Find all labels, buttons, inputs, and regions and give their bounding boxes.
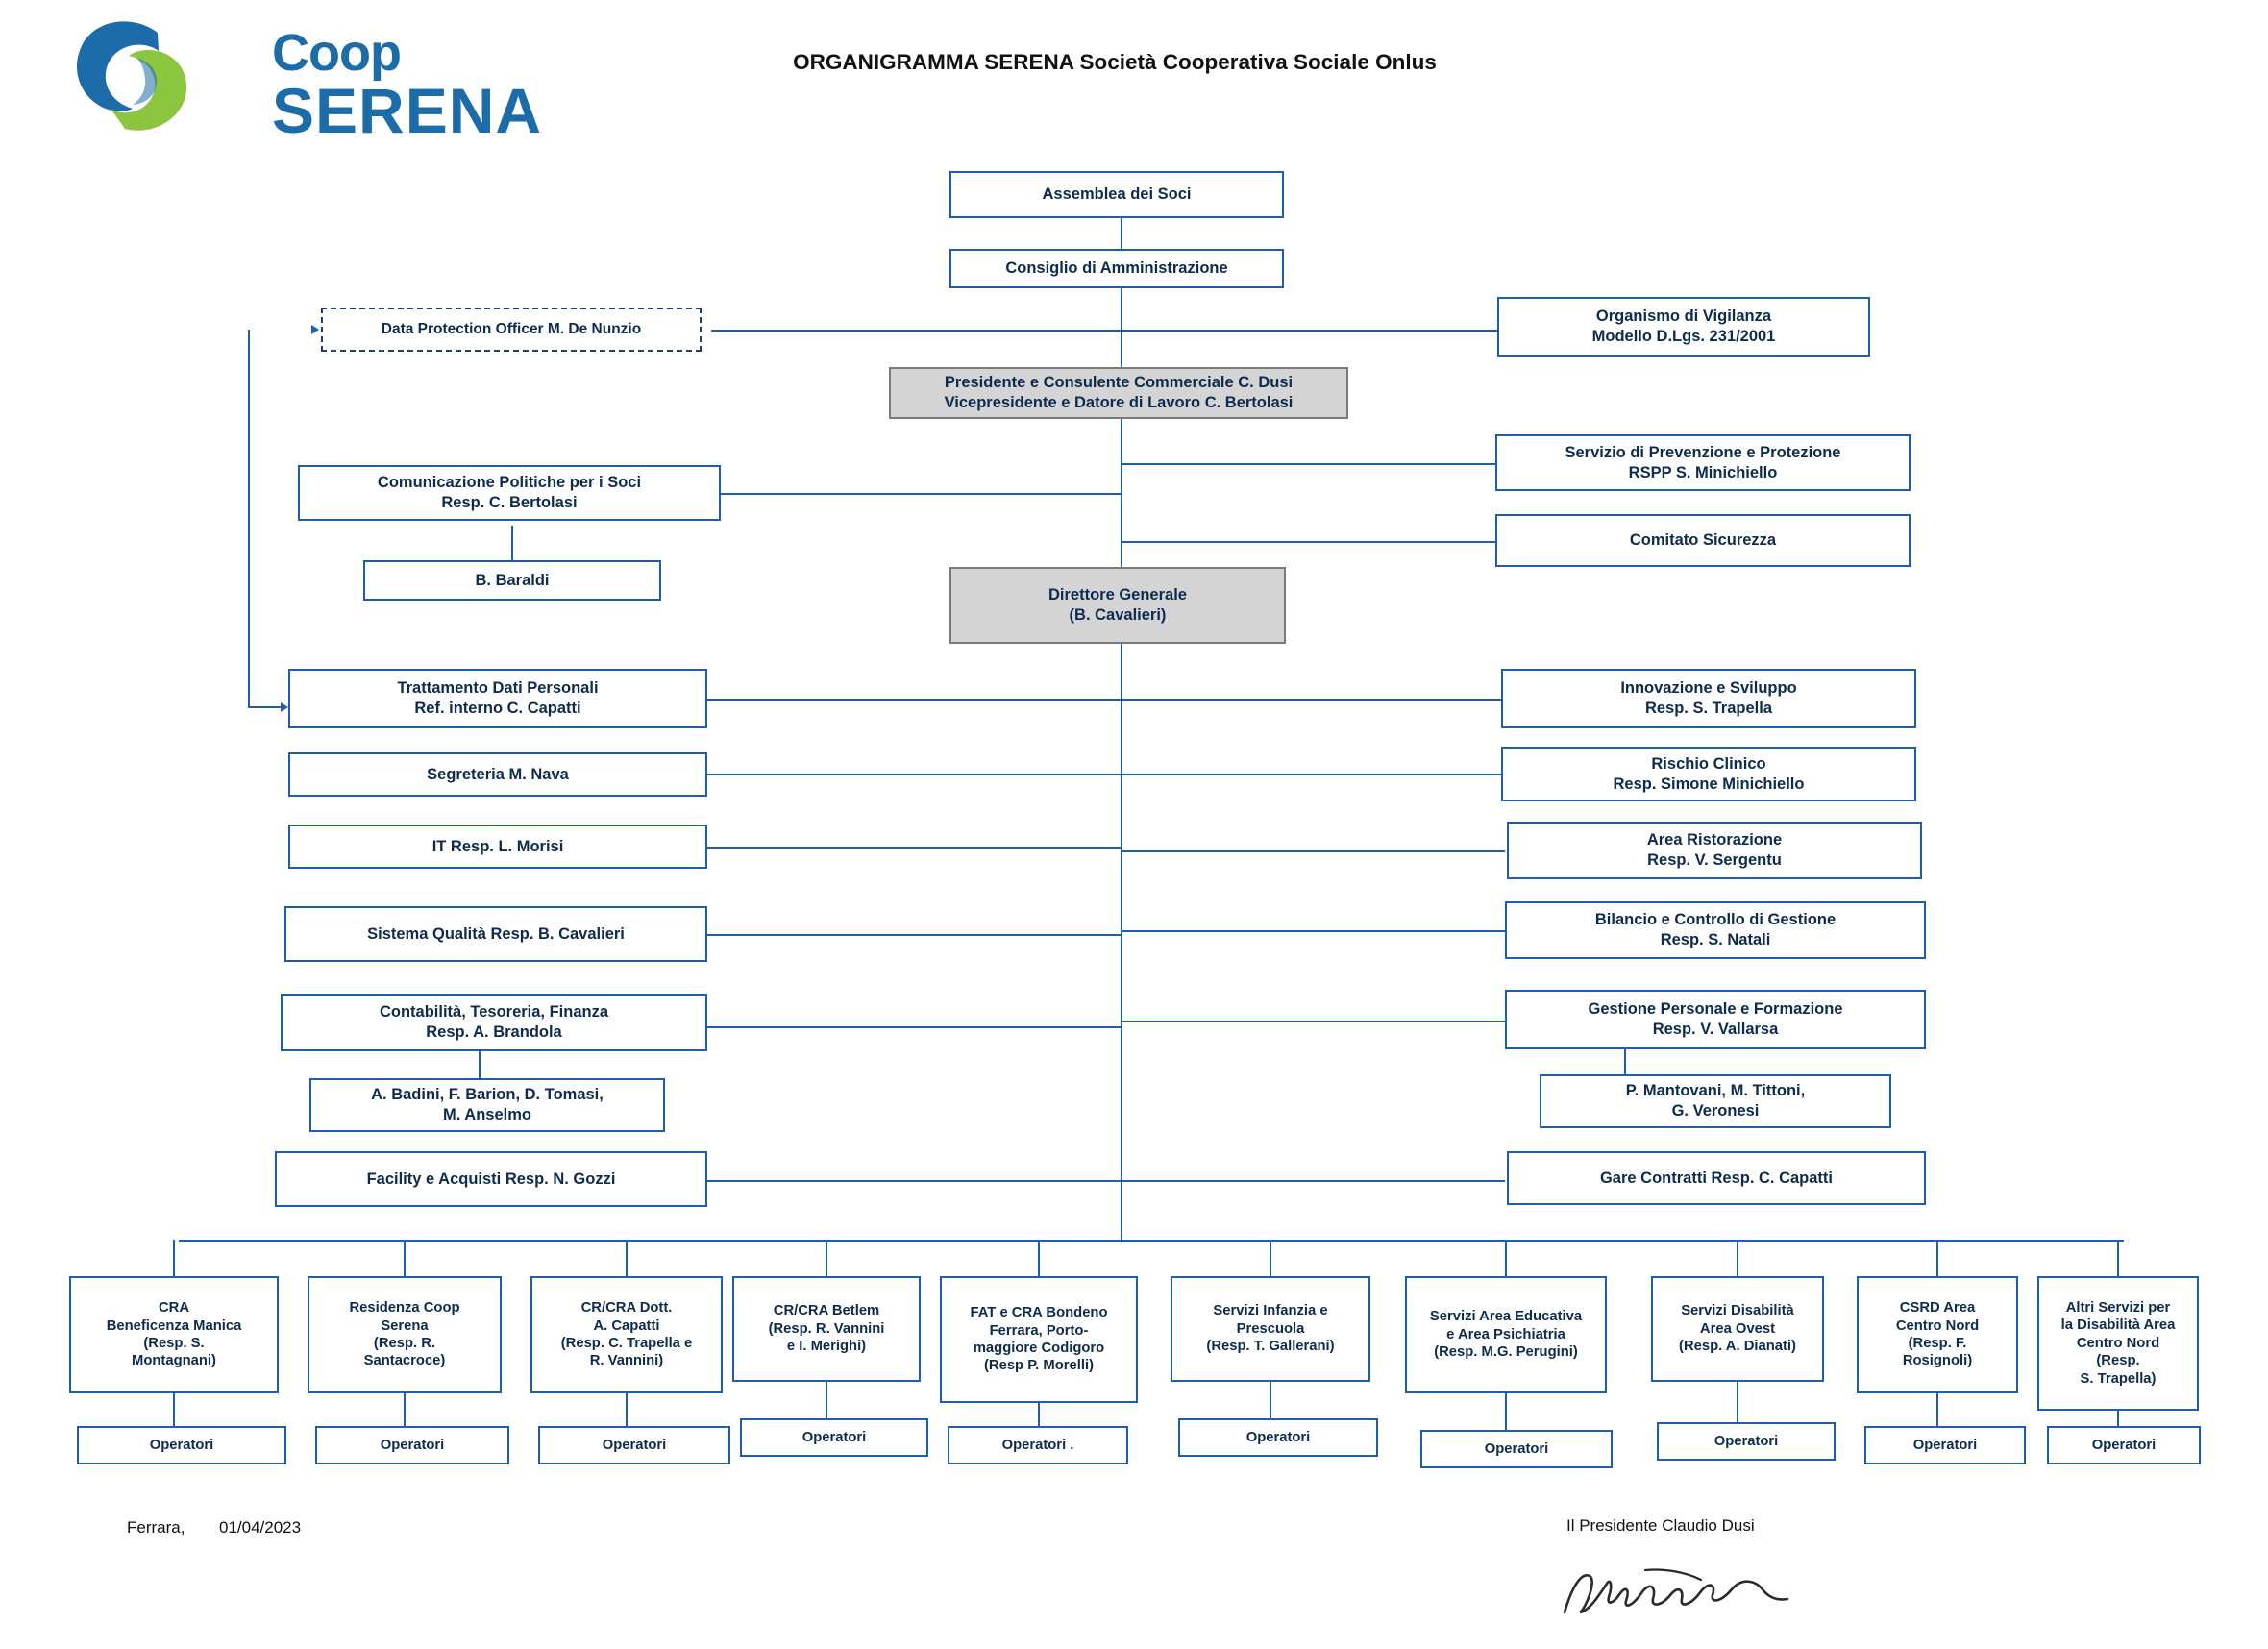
service-label-line: A. Capatti xyxy=(593,1317,660,1334)
node-servizio-prevenzione-protezione[interactable] xyxy=(1495,434,1911,491)
connector-row4-left xyxy=(707,934,1121,936)
operators-box-7[interactable] xyxy=(1420,1430,1613,1468)
operators-box-9[interactable] xyxy=(1864,1426,2026,1464)
node-area-ristorazione[interactable] xyxy=(1507,822,1922,879)
connector-presidente-spp xyxy=(1121,463,1495,465)
connector-direttore-spine xyxy=(1121,644,1122,1240)
service-label-line: Rosignoli) xyxy=(1902,1353,1973,1369)
service-label-line: (Resp. F. xyxy=(1908,1336,1967,1351)
operators-label: Operatori xyxy=(149,1437,214,1453)
operators-label: Operatori xyxy=(1912,1437,1978,1453)
connector-service-operatori-2 xyxy=(404,1393,406,1426)
node-label-line1: Bilancio e Controllo di Gestione xyxy=(1594,911,1837,929)
connector-presidente-comitato xyxy=(1121,541,1495,543)
node-label-line2: Ref. interno C. Capatti xyxy=(414,700,581,717)
connector-consiglio-organismo xyxy=(1121,330,1505,332)
operators-label: Operatori xyxy=(380,1437,445,1453)
node-label-line1: Comunicazione Politiche per i Soci xyxy=(377,474,642,492)
node-it[interactable] xyxy=(288,824,707,869)
service-label-line: Servizi Area Educativa xyxy=(1429,1309,1583,1325)
node-assemblea-dei-soci[interactable] xyxy=(949,171,1284,218)
service-label-line: (Resp. M.G. Perugini) xyxy=(1434,1344,1578,1361)
service-label-line: R. Vannini) xyxy=(589,1353,664,1369)
node-label-line1: Presidente e Consulente Commerciale C. Dusi xyxy=(944,374,1294,392)
node-gestione-personale-formazione[interactable] xyxy=(1505,990,1926,1049)
node-direttore-generale[interactable] xyxy=(949,567,1286,644)
connector-row3-left xyxy=(707,847,1121,849)
node-label-line1: Innovazione e Sviluppo xyxy=(1620,679,1797,698)
service-label-line: Ferrara, Porto- xyxy=(989,1322,1089,1339)
connector-row6-right xyxy=(1121,1180,1505,1182)
service-box-2[interactable] xyxy=(308,1276,502,1393)
service-box-8[interactable] xyxy=(1651,1276,1824,1382)
connector-service-operatori-4 xyxy=(826,1382,827,1418)
connector-row3-right xyxy=(1121,850,1505,852)
service-label-line: (Resp. R. xyxy=(373,1336,436,1351)
connector-service-operatori-1 xyxy=(173,1393,175,1426)
node-label-line2: Resp. A. Brandola xyxy=(426,1023,562,1041)
service-box-1[interactable] xyxy=(69,1276,279,1393)
connector-contabilita-sub xyxy=(479,1051,481,1078)
connector-presidente-comunicazione xyxy=(721,493,1121,495)
connector-service-operatori-9 xyxy=(1936,1393,1938,1426)
operators-box-8[interactable] xyxy=(1657,1422,1836,1461)
connector-row4-right xyxy=(1121,930,1505,932)
connector-bus-service-10 xyxy=(2117,1240,2119,1276)
node-label-line2: Resp. S. Natali xyxy=(1660,931,1771,948)
service-label-line: e Area Psichiatria xyxy=(1446,1326,1565,1342)
service-label-line: Altri Servizi per xyxy=(2065,1299,2171,1316)
node-facility-acquisti[interactable] xyxy=(275,1151,707,1207)
company-logo xyxy=(65,15,543,150)
operators-label: Operatori xyxy=(2091,1437,2157,1453)
service-label-line: maggiore Codigoro xyxy=(973,1341,1105,1356)
service-label-line: Beneficenza Manica xyxy=(106,1317,242,1334)
connector-bus-service-8 xyxy=(1737,1240,1738,1276)
connector-bus-service-2 xyxy=(404,1240,406,1276)
connector-bus-service-3 xyxy=(626,1240,628,1276)
connector-comunicazione-baraldi xyxy=(511,526,513,564)
service-box-5[interactable] xyxy=(940,1276,1138,1403)
footer-place: Ferrara, xyxy=(127,1518,185,1537)
service-label-line: Prescuola xyxy=(1236,1320,1305,1337)
node-label: Assemblea dei Soci xyxy=(1042,185,1192,204)
arrow-consiglio-dpo-icon xyxy=(311,325,319,334)
connector-row5-left xyxy=(707,1026,1121,1028)
operators-box-5[interactable] xyxy=(948,1426,1128,1464)
node-comitato-sicurezza[interactable] xyxy=(1495,514,1911,567)
connector-row5-right xyxy=(1121,1021,1505,1022)
service-label-line: (Resp. xyxy=(2096,1353,2140,1369)
operators-box-3[interactable] xyxy=(538,1426,730,1464)
service-label-line: Montagnani) xyxy=(132,1353,216,1369)
service-label-line: (Resp. T. Gallerani) xyxy=(1206,1339,1335,1355)
connector-dpo-rail xyxy=(248,330,250,706)
node-label: Consiglio di Amministrazione xyxy=(1005,259,1228,278)
service-label-line: Centro Nord xyxy=(2076,1335,2160,1351)
connector-bottom-bus xyxy=(179,1240,2124,1242)
connector-row2-left xyxy=(707,774,1121,775)
node-label-line1: Gestione Personale e Formazione xyxy=(1588,1000,1843,1019)
service-box-9[interactable] xyxy=(1857,1276,2018,1393)
node-label-line1: P. Mantovani, M. Tittoni, xyxy=(1625,1082,1806,1100)
node-label-line1: Servizio di Prevenzione e Protezione xyxy=(1565,443,1841,461)
service-box-10[interactable] xyxy=(2037,1276,2199,1411)
node-label-line2: Resp. Simone Minichiello xyxy=(1613,775,1805,793)
coop-serena-mark-icon xyxy=(65,15,267,140)
service-label-line: (Resp. C. Trapella e xyxy=(560,1336,693,1351)
node-presidente-vicepresidente[interactable] xyxy=(889,367,1348,419)
node-label-line2: RSPP S. Minichiello xyxy=(1628,463,1778,481)
node-label-line2: Resp. V. Sergentu xyxy=(1647,851,1782,869)
node-mantovani-tittoni-veronesi[interactable] xyxy=(1540,1074,1891,1128)
node-label-line1: Area Ristorazione xyxy=(1646,831,1783,849)
operators-box-10[interactable] xyxy=(2047,1426,2201,1464)
service-label-line: CR/CRA Betlem xyxy=(773,1303,880,1319)
operators-box-2[interactable] xyxy=(315,1426,509,1464)
connector-bus-service-4 xyxy=(826,1240,827,1276)
service-label-line: (Resp. S. xyxy=(143,1336,205,1351)
logo-text-serena: SERENA xyxy=(272,75,543,146)
service-box-3[interactable] xyxy=(530,1276,723,1393)
connector-service-operatori-6 xyxy=(1270,1382,1271,1418)
node-consiglio-amministrazione[interactable] xyxy=(949,249,1284,288)
service-box-4[interactable] xyxy=(732,1276,921,1382)
service-label-line: CSRD Area xyxy=(1899,1300,1976,1317)
operators-label: Operatori xyxy=(801,1429,867,1445)
connector-bus-service-1 xyxy=(173,1240,175,1276)
service-label-line: CRA xyxy=(158,1300,190,1317)
service-label-line: (Resp. R. Vannini xyxy=(768,1320,885,1337)
connector-service-operatori-10 xyxy=(2117,1411,2119,1426)
node-label-line2: Resp. V. Vallarsa xyxy=(1652,1021,1779,1038)
connector-service-operatori-5 xyxy=(1038,1403,1040,1426)
connector-bus-service-5 xyxy=(1038,1240,1040,1276)
service-label-line: Area Ovest xyxy=(1699,1320,1776,1337)
node-label-line1: Direttore Generale xyxy=(1048,586,1187,604)
connector-service-operatori-8 xyxy=(1737,1382,1738,1422)
connector-consiglio-presidente xyxy=(1121,288,1122,367)
node-badini-barion-tomasi-anselmo[interactable] xyxy=(309,1078,665,1132)
operators-label: Operatori xyxy=(602,1437,667,1453)
operators-box-6[interactable] xyxy=(1178,1418,1378,1457)
connector-presidente-direttore xyxy=(1121,419,1122,567)
service-label-line: FAT e CRA Bondeno xyxy=(970,1305,1108,1321)
node-label-line2: Vicepresidente e Datore di Lavoro C. Bertolasi xyxy=(944,394,1294,411)
connector-gestione-sub xyxy=(1624,1047,1626,1074)
logo-text-coop: Coop xyxy=(272,24,401,82)
node-label-line1: Trattamento Dati Personali xyxy=(397,679,599,698)
node-label: B. Baraldi xyxy=(475,571,550,589)
node-data-protection-officer[interactable] xyxy=(321,308,702,352)
connector-service-operatori-7 xyxy=(1505,1393,1507,1430)
service-box-6[interactable] xyxy=(1171,1276,1370,1382)
node-label-line2: Resp. C. Bertolasi xyxy=(441,494,578,511)
node-label: Facility e Acquisti Resp. N. Gozzi xyxy=(366,1169,616,1188)
node-label: Gare Contratti Resp. C. Capatti xyxy=(1599,1169,1834,1187)
node-label-line1: Rischio Clinico xyxy=(1651,754,1766,773)
footer-date: 01/04/2023 xyxy=(219,1518,302,1537)
node-comunicazione-politiche-soci[interactable] xyxy=(298,465,721,521)
node-label-line1: Contabilità, Tesoreria, Finanza xyxy=(379,1003,609,1021)
node-rischio-clinico[interactable] xyxy=(1501,747,1916,801)
node-innovazione-sviluppo[interactable] xyxy=(1501,669,1916,728)
operators-box-4[interactable] xyxy=(740,1418,928,1457)
node-label: Segreteria M. Nava xyxy=(427,765,569,783)
connector-row6-left xyxy=(707,1180,1121,1182)
service-label-line: (Resp. A. Dianati) xyxy=(1679,1339,1796,1355)
node-organismo-vigilanza[interactable] xyxy=(1497,297,1870,357)
node-label: Sistema Qualità Resp. B. Cavalieri xyxy=(367,924,625,943)
service-label-line: S. Trapella) xyxy=(2080,1370,2157,1387)
node-gare-contratti[interactable] xyxy=(1507,1151,1926,1205)
service-box-7[interactable] xyxy=(1405,1276,1607,1393)
service-label-line: (Resp P. Morelli) xyxy=(983,1358,1095,1374)
operators-label: Operatori xyxy=(1484,1440,1549,1457)
service-label-line: Santacroce) xyxy=(363,1353,446,1369)
service-label-line: Serena xyxy=(381,1317,429,1334)
signature-icon xyxy=(1557,1557,1807,1634)
node-label-line1: A. Badini, F. Barion, D. Tomasi, xyxy=(371,1086,604,1104)
node-contabilita-tesoreria-finanza[interactable] xyxy=(281,994,707,1051)
node-segreteria[interactable] xyxy=(288,752,707,797)
node-trattamento-dati-personali[interactable] xyxy=(288,669,707,728)
node-label: Comitato Sicurezza xyxy=(1629,531,1777,550)
node-bilancio-controllo-gestione[interactable] xyxy=(1505,901,1926,959)
connector-service-operatori-3 xyxy=(626,1393,628,1426)
footer-president-label: Il Presidente Claudio Dusi xyxy=(1566,1516,1755,1535)
connector-row1-right xyxy=(1121,699,1505,701)
node-label-line2: (B. Cavalieri) xyxy=(1069,606,1167,624)
service-label-line: Servizi Disabilità xyxy=(1681,1303,1794,1319)
node-label-line2: M. Anselmo xyxy=(443,1106,531,1123)
node-label: IT Resp. L. Morisi xyxy=(431,837,564,855)
service-label-line: Residenza Coop xyxy=(349,1300,460,1317)
node-label-line1: Organismo di Vigilanza xyxy=(1595,308,1772,326)
page-title: ORGANIGRAMMA SERENA Società Cooperativa Sociale Onlus xyxy=(793,50,1437,74)
connector-bus-service-6 xyxy=(1270,1240,1271,1276)
connector-bus-service-7 xyxy=(1505,1240,1507,1276)
node-label-line2: Modello D.Lgs. 231/2001 xyxy=(1591,328,1776,345)
service-label-line: CR/CRA Dott. xyxy=(580,1300,673,1317)
service-label-line: Centro Nord xyxy=(1895,1317,1980,1334)
node-label: Data Protection Officer M. De Nunzio xyxy=(381,321,642,338)
node-sistema-qualita[interactable] xyxy=(284,906,707,962)
operators-label: Operatori xyxy=(1713,1433,1779,1449)
connector-consiglio-dpo xyxy=(711,330,1121,332)
operators-label: Operatori . xyxy=(1001,1437,1074,1453)
service-label-line: Servizi Infanzia e xyxy=(1213,1303,1328,1319)
connector-row2-right xyxy=(1121,774,1505,775)
operators-box-1[interactable] xyxy=(77,1426,286,1464)
node-b-baraldi[interactable] xyxy=(363,560,661,601)
service-label-line: e I. Merighi) xyxy=(786,1339,867,1355)
node-label-line2: G. Veronesi xyxy=(1671,1102,1760,1120)
connector-bus-service-9 xyxy=(1936,1240,1938,1276)
connector-row1-left xyxy=(707,699,1121,701)
operators-label: Operatori xyxy=(1245,1429,1311,1445)
node-label-line2: Resp. S. Trapella xyxy=(1644,700,1773,717)
service-label-line: la Disabilità Area xyxy=(2060,1317,2176,1334)
arrow-rail-trattamento-icon xyxy=(281,702,288,712)
